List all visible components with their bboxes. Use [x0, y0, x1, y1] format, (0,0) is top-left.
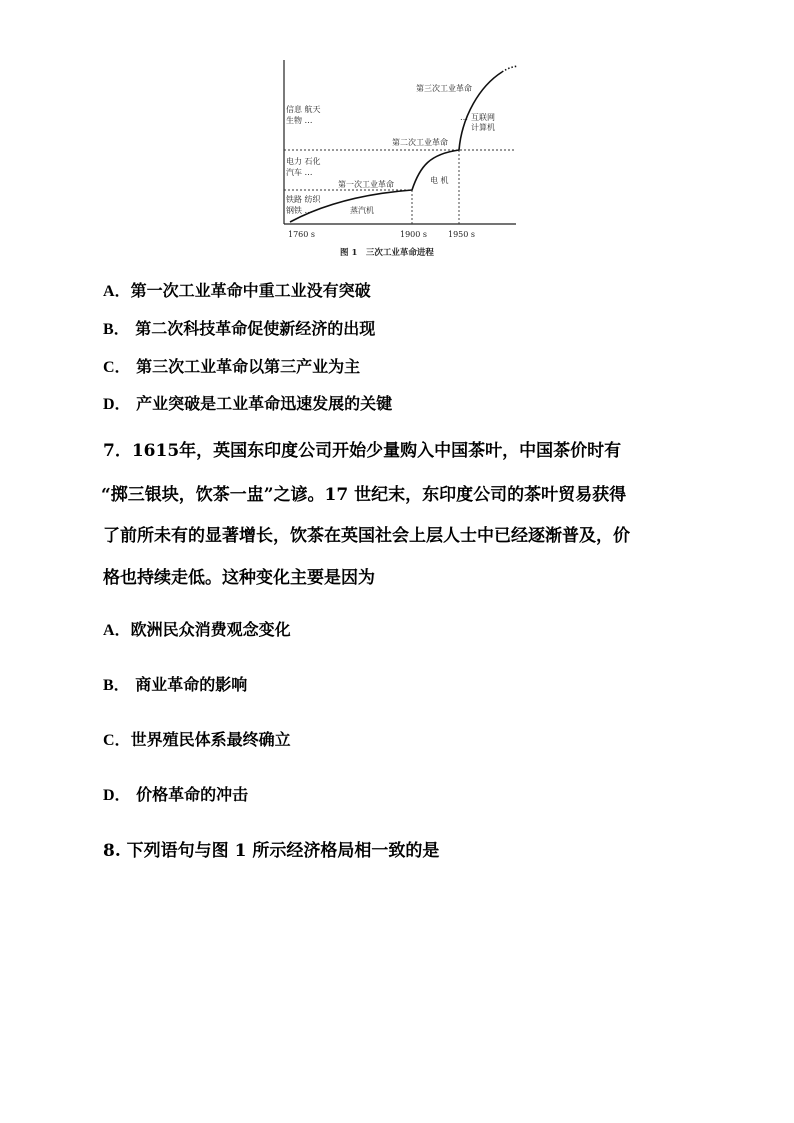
q7-stem-line-4: 格也持续走低。这种变化主要是因为	[103, 568, 375, 588]
left-label-bottom-1: 铁路 纺织	[286, 195, 321, 204]
left-label-bottom-2: 钢铁 …	[286, 206, 313, 215]
curve-dots: …	[460, 113, 468, 122]
growth-curve	[290, 72, 502, 222]
figure-caption: 图 1 三次工业革命进程	[340, 248, 434, 258]
option-letter: A．	[103, 283, 131, 300]
stage-label-second: 第二次工业革命	[392, 138, 448, 147]
q6-option-c	[103, 354, 360, 377]
x-tick-1950: 1950 s	[448, 230, 476, 239]
q6-option-d	[103, 391, 392, 414]
industrial-revolution-figure	[280, 56, 520, 266]
stage-label-first: 第一次工业革命	[338, 180, 394, 189]
option-text: 世界殖民体系最终确立	[130, 730, 291, 749]
q7-option-a	[103, 617, 291, 640]
q6-option-a	[103, 278, 371, 301]
q7-option-d	[103, 782, 248, 805]
growth-curve-continuation	[502, 66, 518, 72]
q8-stem: 8. 下列语句与图 1 所示经济格局相一致的是	[103, 841, 440, 861]
q7-option-b	[103, 672, 247, 695]
x-tick-1760: 1760 s	[288, 230, 316, 239]
q7-stem-line-2: “掷三银块，饮茶一盅”之谚。17 世纪末，东印度公司的茶叶贸易获得	[101, 485, 627, 505]
option-text: 第一次工业革命中重工业没有突破	[130, 281, 371, 300]
option-letter: B．	[103, 321, 130, 338]
x-tick-1900: 1900 s	[400, 230, 428, 239]
option-letter: D．	[103, 396, 131, 413]
left-label-top-1: 信息 航天	[286, 105, 321, 114]
q7-stem-line-1: 7．1615年，英国东印度公司开始少量购入中国茶叶，中国茶价时有	[103, 441, 622, 461]
option-letter: A．	[103, 622, 131, 639]
curve-label-internet: 互联网	[471, 113, 495, 122]
option-text: 欧洲民众消费观念变化	[130, 620, 291, 639]
option-text: 第三次工业革命以第三产业为主	[130, 357, 361, 376]
q6-option-b	[103, 316, 375, 339]
option-letter: B．	[103, 677, 130, 694]
option-text: 价格革命的冲击	[130, 785, 249, 804]
option-letter: C．	[103, 359, 131, 376]
left-label-mid-2: 汽车 …	[286, 168, 313, 177]
figure-svg	[280, 56, 520, 266]
left-label-mid-1: 电力 石化	[286, 157, 321, 166]
option-text: 第二次科技革命促使新经济的出现	[129, 319, 376, 338]
curve-label-electric: 电 机	[430, 176, 449, 185]
option-text: 产业突破是工业革命迅速发展的关键	[130, 394, 393, 413]
left-label-top-2: 生物 …	[286, 116, 313, 125]
q7-stem-line-3: 了前所未有的显著增长，饮茶在英国社会上层人士中已经逐渐普及，价	[103, 526, 630, 546]
curve-label-computer: 计算机	[471, 123, 495, 132]
stage-label-third: 第三次工业革命	[416, 84, 472, 93]
q7-option-c	[103, 727, 291, 750]
option-letter: D．	[103, 787, 131, 804]
curve-label-steam: 蒸汽机	[350, 206, 374, 215]
option-letter: C．	[103, 732, 131, 749]
option-text: 商业革命的影响	[129, 675, 248, 694]
